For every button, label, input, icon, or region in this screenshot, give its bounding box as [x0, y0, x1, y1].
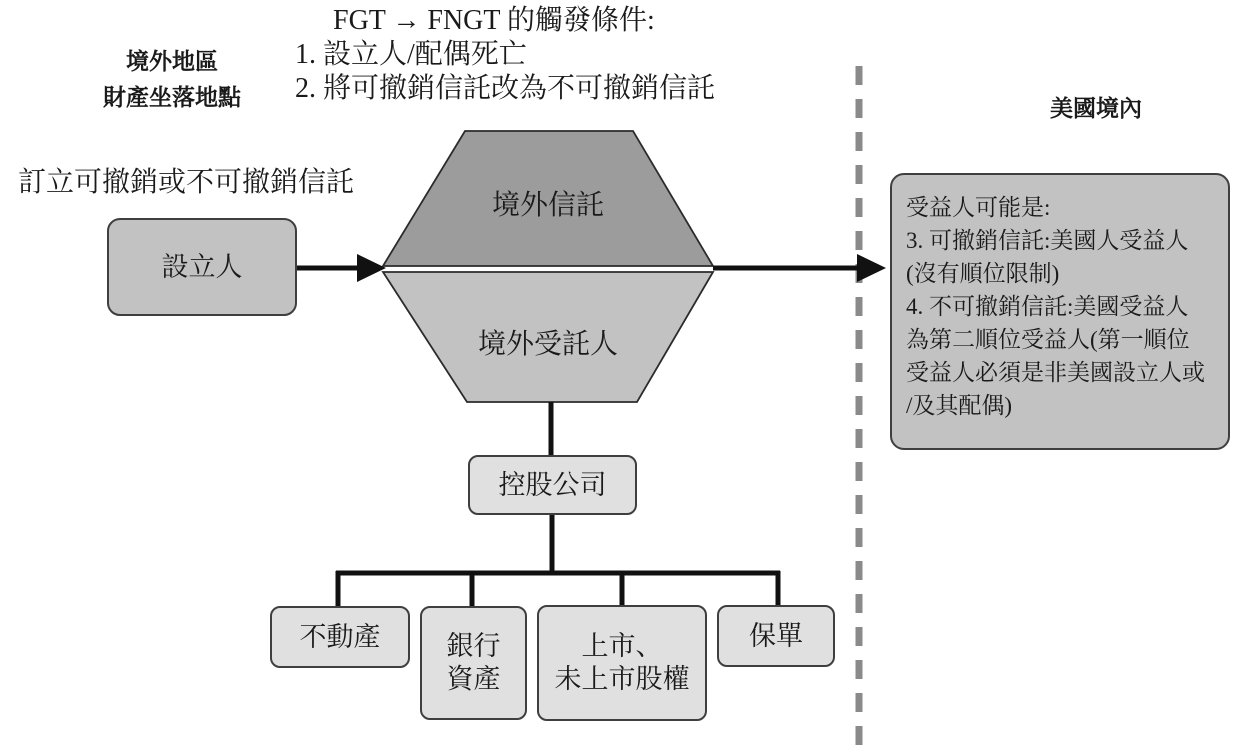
asset-insurance-policy-label: 保單: [749, 620, 803, 651]
title-trigger-conditions: [295, 4, 715, 106]
beneficiary-line-1: 受益人可能是:: [906, 195, 1051, 220]
arrow-trust-to-beneficiary-head: [857, 254, 886, 282]
beneficiary-info-box: [890, 173, 1230, 450]
beneficiary-line-2: 3. 可撤銷信託:美國人受益人: [906, 228, 1189, 253]
asset-real-estate-label: 不動產: [299, 621, 381, 652]
asset-node-bank-assets: [420, 606, 527, 720]
beneficiary-line-7: /及其配偶): [906, 393, 1013, 418]
title-line-3: 2. 將可撤銷信託改為不可撤銷信託: [295, 73, 716, 104]
beneficiary-line-4: 4. 不可撤銷信託:美國受益人: [906, 294, 1189, 319]
settlor-node-label: 設立人: [161, 251, 243, 282]
holding-company-node: [468, 455, 637, 515]
title-line-2: 1. 設立人/配偶死亡: [295, 39, 527, 70]
beneficiary-line-3: (沒有順位限制): [906, 261, 1060, 286]
asset-bank-assets-label-line-2: 資產: [446, 664, 501, 694]
holding-company-label: 控股公司: [498, 469, 607, 500]
offshore-region-label: [62, 44, 282, 116]
us-region-label: 美國境內: [1050, 96, 1142, 121]
settlor-node: [107, 218, 297, 316]
arrow-settlor-to-trust-head: [357, 254, 386, 282]
offshore-trustee-label: 境外受託人: [477, 329, 618, 360]
asset-equities-label-line-1: 上市、: [581, 631, 663, 661]
asset-bank-assets-label-line-1: 銀行: [446, 631, 501, 661]
asset-node-insurance-policy: [717, 605, 835, 667]
trust-creation-caption: 訂立可撤銷或不可撤銷信託: [18, 167, 355, 198]
title-line-1: FGT → FNGT 的觸發條件:: [333, 5, 655, 36]
asset-node-equities: [537, 605, 707, 721]
offshore-trust-label: 境外信託: [491, 190, 604, 221]
asset-equities-label-line-2: 未上市股權: [554, 664, 690, 694]
offshore-region-label-line-1: 境外地區: [126, 49, 218, 74]
offshore-region-label-line-2: 財產坐落地點: [103, 85, 241, 110]
beneficiary-line-6: 受益人必須是非美國設立人或: [906, 360, 1205, 385]
beneficiary-line-5: 為第二順位受益人(第一順位: [906, 327, 1190, 352]
asset-node-real-estate: [270, 606, 410, 668]
